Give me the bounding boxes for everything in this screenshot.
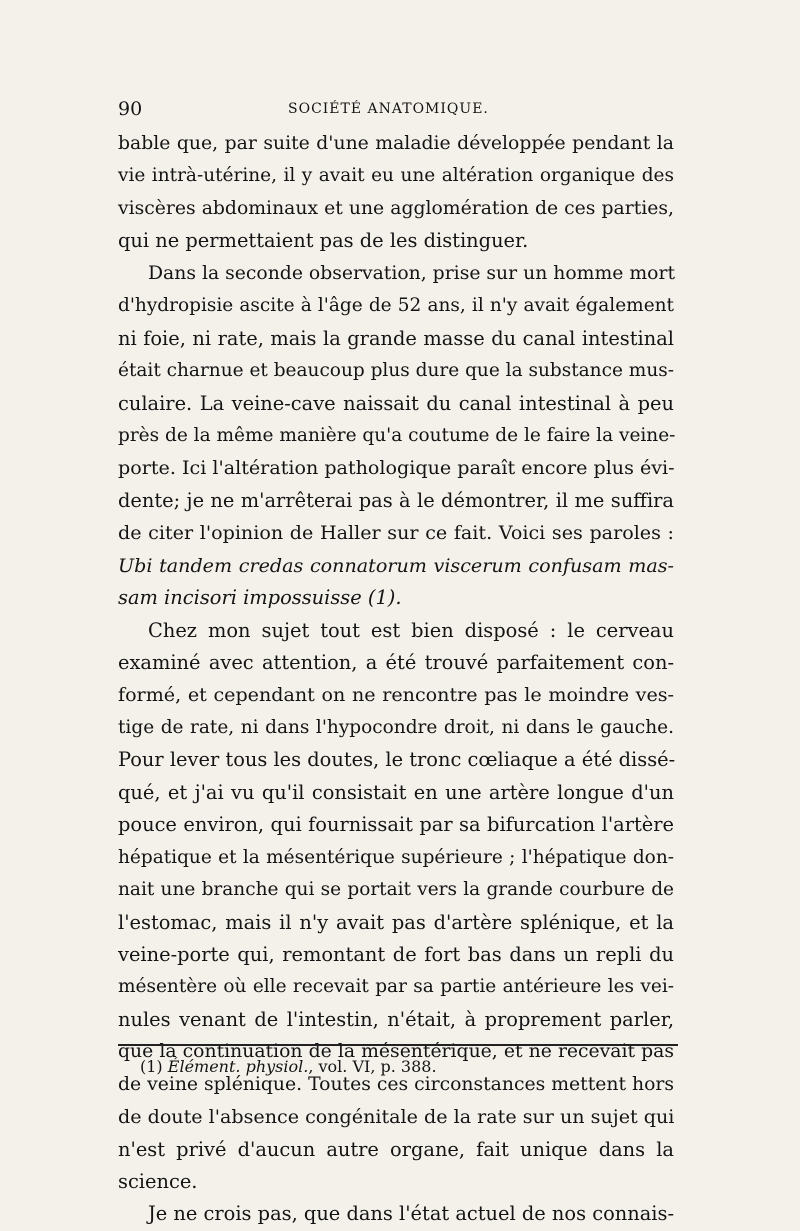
footnote-divider xyxy=(118,1044,678,1046)
text-line: veine-porte qui, remontant de fort bas dans un repli du xyxy=(118,942,674,966)
paragraph-start-line: Je ne crois pas, que dans l'état actuel de nos connais- xyxy=(148,1202,674,1226)
latin-quote-line: sam incisori impossuisse (1). xyxy=(118,586,402,610)
text-line: science. xyxy=(118,1170,198,1193)
text-line: ni foie, ni rate, mais la grande masse du canal intestinal xyxy=(118,326,674,350)
text-line: pouce environ, qui fournissait par sa bifurcation l'artère xyxy=(118,813,674,837)
text-line: qué, et j'ai vu qu'il consistait en une artère longue d'un xyxy=(118,780,674,804)
text-line: mésentère où elle recevait par sa partie antérieure les vei- xyxy=(118,976,674,998)
paragraph-start-line: Dans la seconde observation, prise sur un homme mort xyxy=(148,262,676,284)
text-line: nules venant de l'intestin, n'était, à proprement parler, xyxy=(118,1007,674,1031)
text-line: de citer l'opinion de Haller sur ce fait. Voici ses paroles : xyxy=(118,521,674,545)
page-number: 90 xyxy=(118,98,143,120)
text-line: examiné avec attention, a été trouvé parfaitement con- xyxy=(118,651,674,674)
text-line: que la continuation de la mésentérique, et ne recevait pas xyxy=(118,1041,674,1063)
text-line: hépatique et la mésentérique supérieure ; l'hépatique don- xyxy=(118,846,674,868)
text-line: qui ne permettaient pas de les distinguer. xyxy=(118,229,529,253)
text-line: formé, et cependant on ne rencontre pas le moindre ves- xyxy=(118,683,674,707)
text-line: dente; je ne m'arrêterai pas à le démontrer, il me suffira xyxy=(118,488,674,512)
footnote-title: Élément. physiol. xyxy=(167,1057,309,1076)
running-head xyxy=(118,98,678,122)
text-line: Pour lever tous les doutes, le tronc cœliaque a été dissé- xyxy=(118,748,676,772)
text-line: l'estomac, mais il n'y avait pas d'artère splénique, et la xyxy=(118,910,674,934)
footnote-marker: (1) xyxy=(140,1057,163,1076)
text-line: de doute l'absence congénitale de la rate sur un sujet qui xyxy=(118,1105,675,1129)
paragraph-start-line: Chez mon sujet tout est bien disposé : le cerveau xyxy=(148,618,674,642)
text-line: nait une branche qui se portait vers la grande courbure de xyxy=(118,879,674,901)
text-line: n'est privé d'aucun autre organe, fait unique dans la xyxy=(118,1137,674,1161)
text-line: d'hydropisie ascite à l'âge de 52 ans, il n'y avait également xyxy=(118,295,674,317)
text-line: vie intrà-utérine, il y avait eu une altération organique des xyxy=(118,165,674,187)
text-line: culaire. La veine-cave naissait du canal intestinal à peu xyxy=(118,391,674,415)
text-line: bable que, par suite d'une maladie développée pendant la xyxy=(118,133,674,154)
footnote xyxy=(140,1054,437,1080)
latin-quote-line: Ubi tandem credas connatorum viscerum confusam mas- xyxy=(118,553,674,577)
text-line: près de la même manière qu'a coutume de le faire la veine- xyxy=(118,424,676,446)
text-line: viscères abdominaux et une agglomération de ces parties, xyxy=(118,197,674,219)
running-title: SOCIÉTÉ ANATOMIQUE. xyxy=(288,101,489,117)
text-line: était charnue et beaucoup plus dure que la substance mus- xyxy=(118,360,674,382)
text-line: tige de rate, ni dans l'hypocondre droit, ni dans le gauche. xyxy=(118,716,674,738)
text-line: porte. Ici l'altération pathologique paraît encore plus évi- xyxy=(118,456,675,480)
text-line: de veine splénique. Toutes ces circonstances mettent hors xyxy=(118,1073,674,1095)
footnote-reference: , vol. VI, p. 388. xyxy=(308,1057,437,1076)
